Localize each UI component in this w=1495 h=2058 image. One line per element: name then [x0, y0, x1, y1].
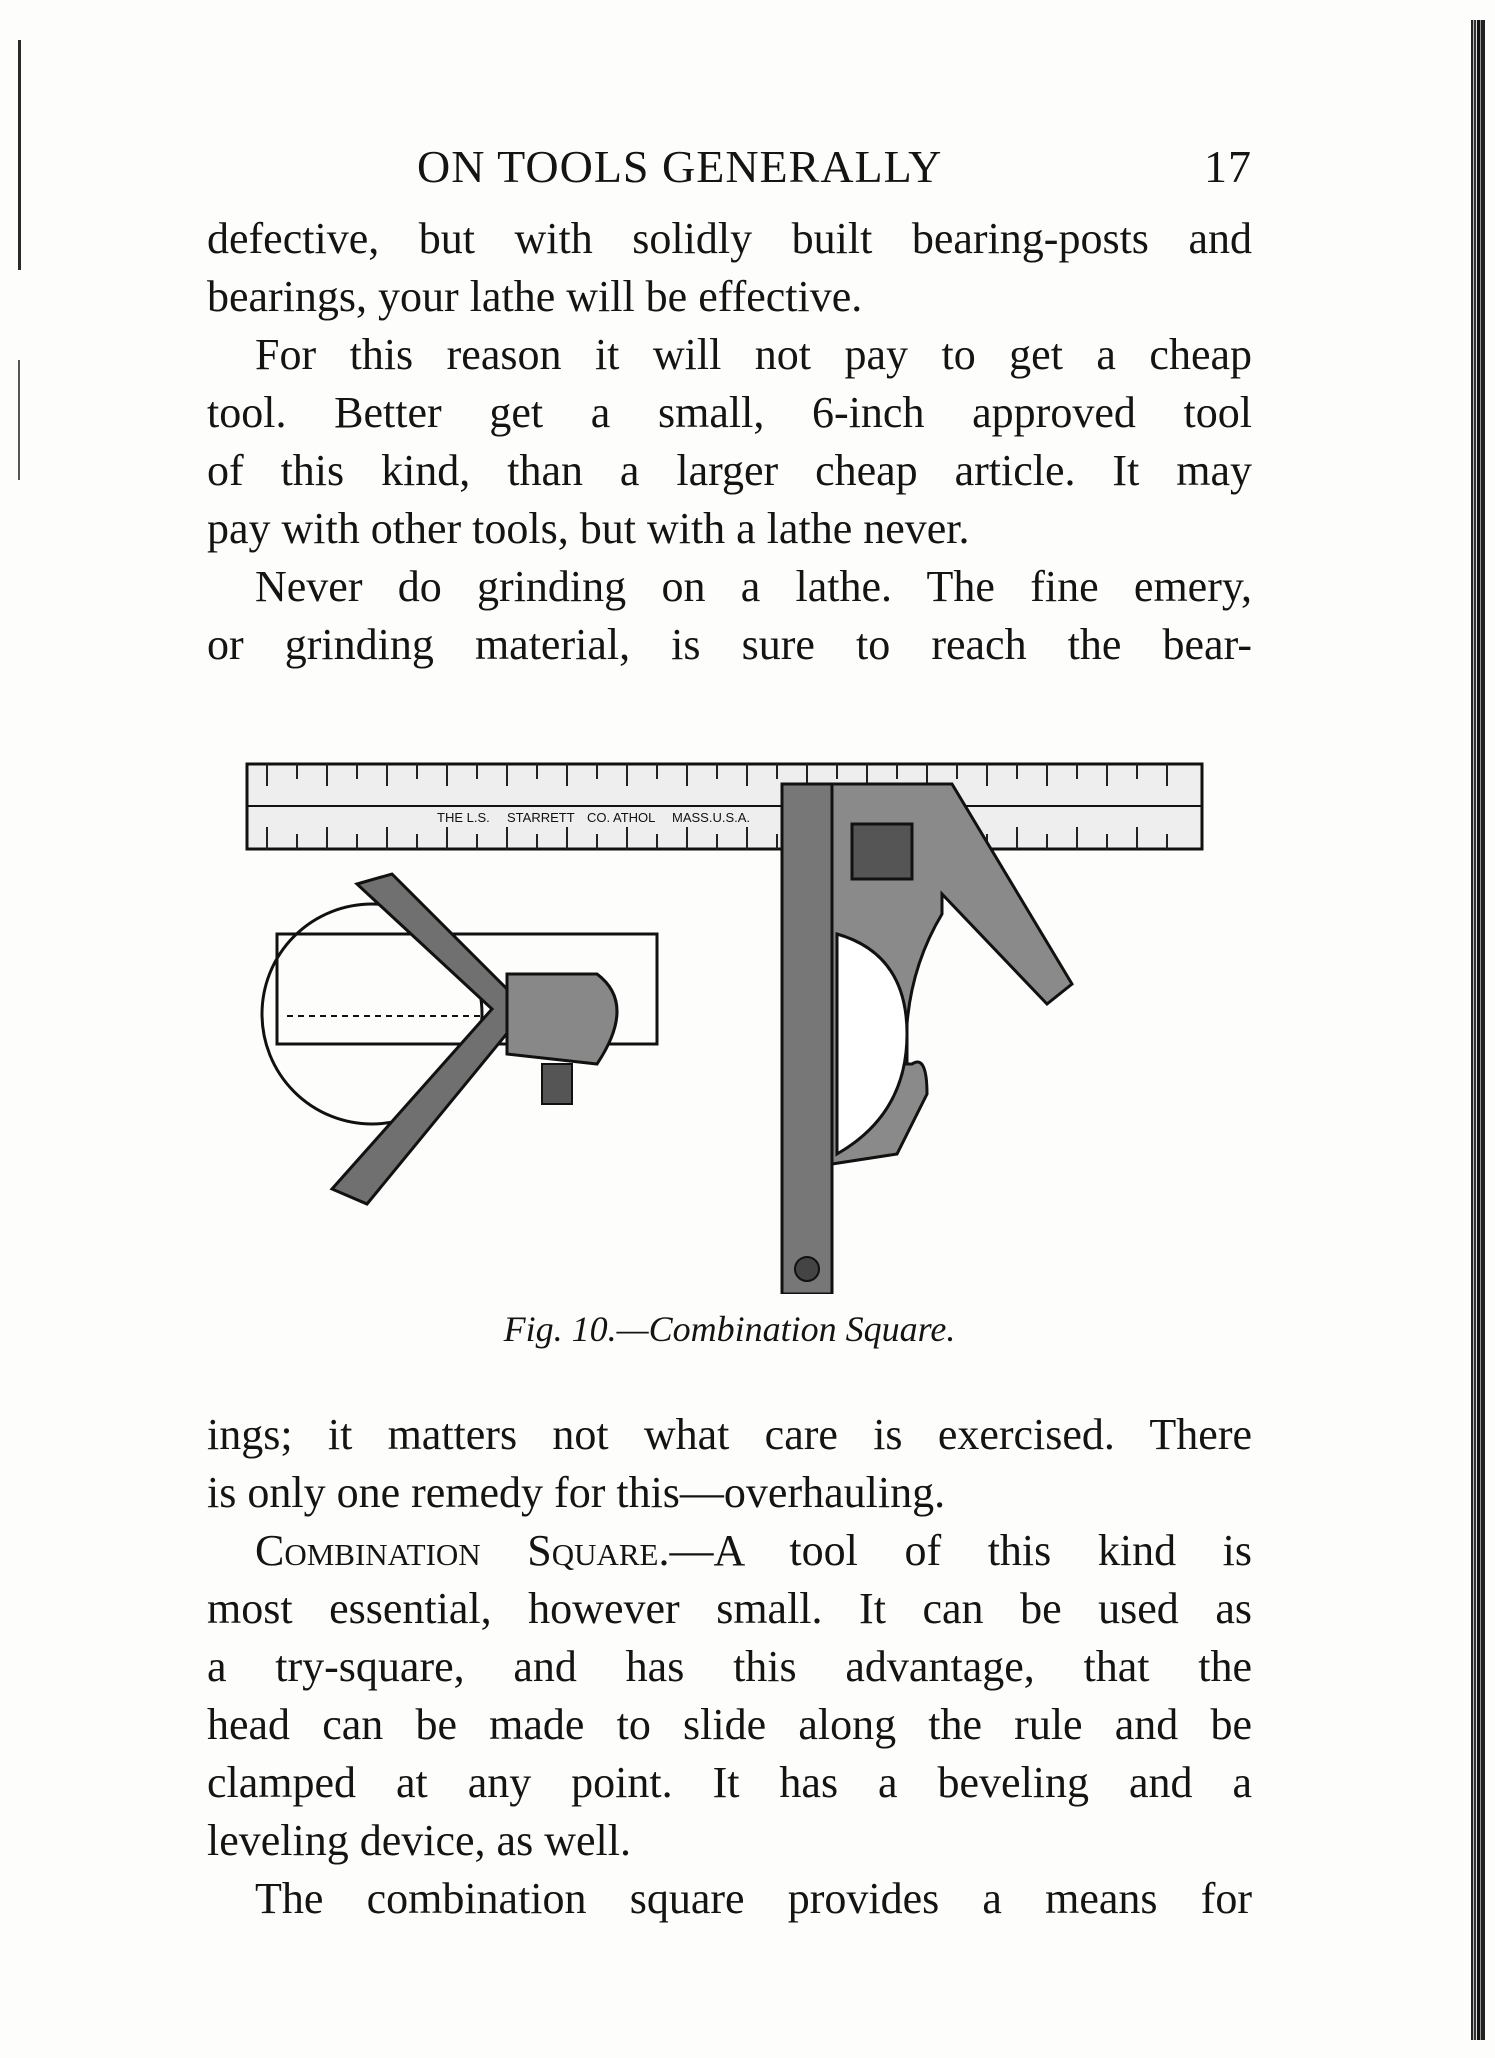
text-run: —A tool of this kind is — [669, 1526, 1252, 1575]
page-edge-left — [18, 40, 21, 270]
book-binding-edge — [1471, 20, 1485, 2040]
paragraph-combination-square — [207, 1522, 1252, 1870]
paragraph-continued — [207, 210, 1252, 326]
text-line — [207, 1522, 1252, 1580]
figure-caption: Fig. 10.—Combination Square. — [503, 1309, 956, 1349]
text-line: of this kind, than a larger cheap article. It may — [207, 446, 1252, 495]
page-number: 17 — [1204, 141, 1252, 192]
text-line: bearings, your lathe will be effective. — [207, 272, 863, 321]
page-body — [207, 140, 1252, 1928]
text-line: is only one remedy for this—overhauling. — [207, 1468, 946, 1517]
header-title: ON TOOLS GENERALLY — [417, 141, 943, 192]
text-line: most essential, however small. It can be used as — [207, 1584, 1252, 1633]
text-line: clamped at any point. It has a beveling and a — [207, 1758, 1252, 1807]
section-heading: Combination Square. — [255, 1526, 670, 1575]
paragraph-overhauling — [207, 1406, 1252, 1522]
text-line: Never do grinding on a lathe. The fine emery, — [255, 562, 1252, 611]
text-line: defective, but with solidly built bearing-posts and — [207, 214, 1252, 263]
text-line: For this reason it will not pay to get a cheap — [255, 330, 1252, 379]
paragraph-grinding — [207, 558, 1252, 674]
paragraph-means — [207, 1870, 1252, 1928]
text-line: pay with other tools, but with a lathe never. — [207, 504, 970, 553]
ruler — [247, 764, 1202, 849]
page-edge-left-lower — [18, 360, 20, 480]
ruler-mark: CO. ATHOL — [587, 810, 656, 825]
ruler-mark: STARRETT — [507, 810, 575, 825]
center-head — [262, 874, 657, 1204]
ruler-mark: MASS.U.S.A. — [672, 810, 751, 825]
ruler-mark: THE L.S. — [437, 810, 490, 825]
text-line: a try-square, and has this advantage, that the — [207, 1642, 1252, 1691]
running-header — [207, 140, 1252, 210]
text-line: or grinding material, is sure to reach the bear- — [207, 620, 1252, 669]
text-line: ings; it matters not what care is exercised. There — [207, 1410, 1252, 1459]
text-line: head can be made to slide along the rule and be — [207, 1700, 1252, 1749]
text-line: The combination square provides a means for — [255, 1874, 1252, 1923]
paragraph-cheap-tool — [207, 326, 1252, 558]
text-line: tool. Better get a small, 6-inch approved tool — [207, 388, 1252, 437]
combination-square-illustration — [207, 734, 1252, 1294]
square-head — [782, 784, 1072, 1294]
text-line: leveling device, as well. — [207, 1816, 631, 1865]
figure-combination-square — [207, 734, 1252, 1294]
